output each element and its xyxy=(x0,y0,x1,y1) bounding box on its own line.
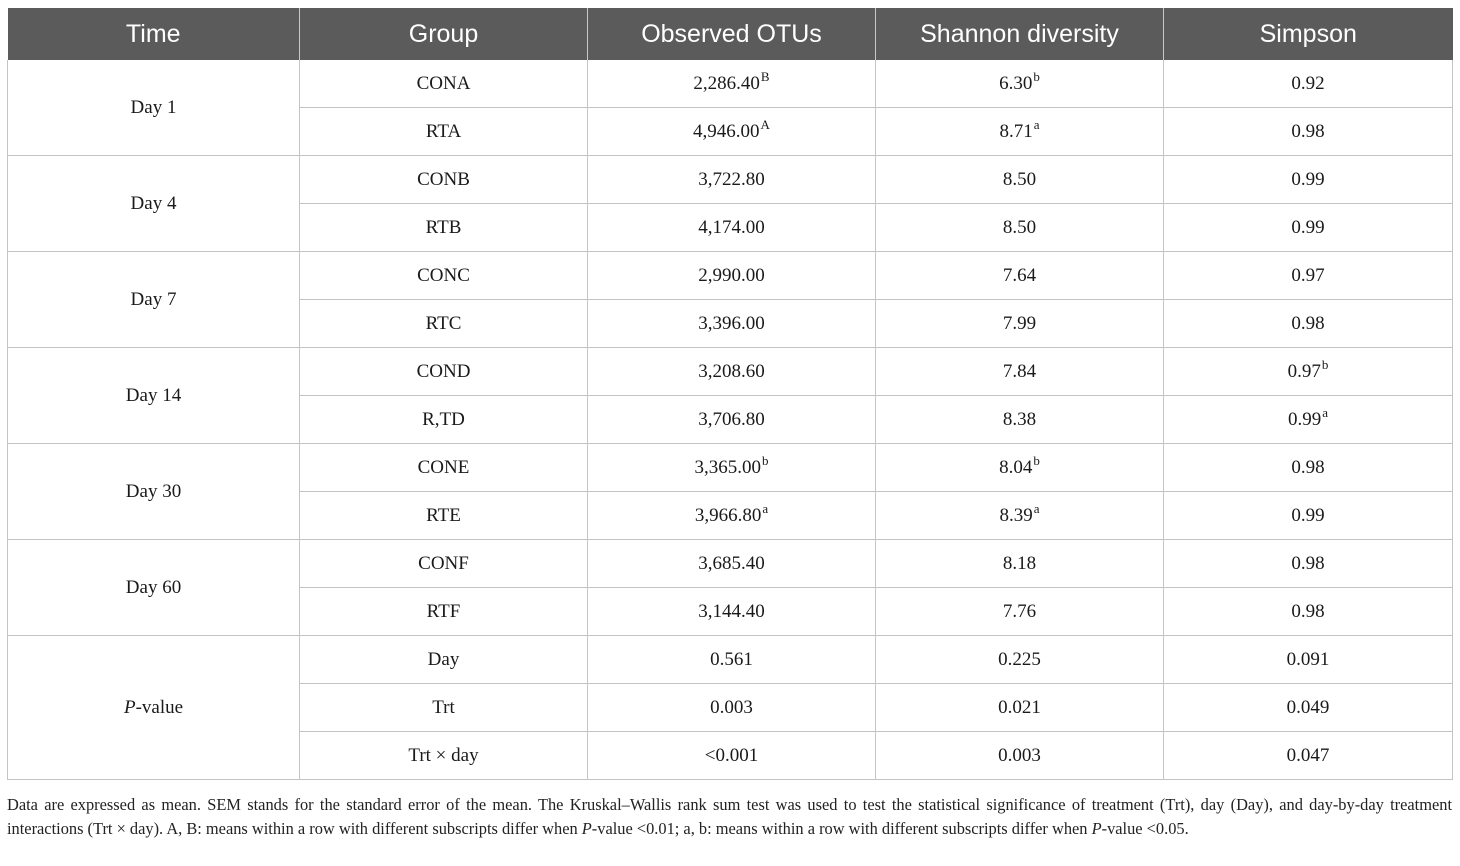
simpson-value: 0.97 xyxy=(1287,360,1321,382)
table-row xyxy=(8,540,1453,588)
simpson-cell: 0.99 xyxy=(1164,492,1453,540)
otus-value: 3,966.80 xyxy=(694,504,762,526)
shannon-cell xyxy=(876,444,1164,492)
table-footnote xyxy=(7,793,1452,841)
header-time: Time xyxy=(8,8,300,60)
otus-cell: 0.561 xyxy=(588,636,876,684)
otus-superscript: B xyxy=(760,68,770,84)
shannon-cell: 7.84 xyxy=(876,348,1164,396)
pvalue-label-italic: P xyxy=(123,696,136,718)
otus-superscript: b xyxy=(762,452,769,468)
group-cell: RTA xyxy=(300,108,588,156)
otus-superscript: a xyxy=(762,500,769,516)
simpson-cell: 0.98 xyxy=(1164,444,1453,492)
table-row xyxy=(8,156,1453,204)
footnote-p-2: P xyxy=(1091,819,1102,838)
otus-cell: 4,174.00 xyxy=(588,204,876,252)
table-row xyxy=(8,636,1453,684)
otus-cell xyxy=(588,108,876,156)
shannon-cell: 7.99 xyxy=(876,300,1164,348)
otus-superscript: A xyxy=(760,116,770,132)
group-cell: RTB xyxy=(300,204,588,252)
shannon-cell: 8.18 xyxy=(876,540,1164,588)
group-cell: RTC xyxy=(300,300,588,348)
simpson-value: 0.92 xyxy=(1291,72,1325,94)
footnote-text-2: -value <0.01; a, b: means within a row with different subscripts differ when xyxy=(591,819,1092,838)
otus-cell xyxy=(588,444,876,492)
otus-cell: 3,396.00 xyxy=(588,300,876,348)
shannon-cell: 0.003 xyxy=(876,732,1164,780)
otus-cell: 0.003 xyxy=(588,684,876,732)
header-simpson: Simpson xyxy=(1164,8,1453,60)
shannon-superscript: a xyxy=(1033,500,1040,516)
simpson-cell xyxy=(1164,60,1453,108)
shannon-cell: 0.225 xyxy=(876,636,1164,684)
table-row xyxy=(8,444,1453,492)
simpson-value: 0.98 xyxy=(1291,120,1325,142)
header-group: Group xyxy=(300,8,588,60)
otus-value: 3,365.00 xyxy=(694,456,761,478)
simpson-superscript: a xyxy=(1322,404,1329,420)
shannon-superscript: b xyxy=(1033,452,1040,468)
simpson-cell: 0.091 xyxy=(1164,636,1453,684)
simpson-cell: 0.99 xyxy=(1164,156,1453,204)
group-cell: COND xyxy=(300,348,588,396)
group-cell: R,TD xyxy=(300,396,588,444)
group-cell: CONF xyxy=(300,540,588,588)
group-cell: CONE xyxy=(300,444,588,492)
time-cell: Day 14 xyxy=(8,348,300,444)
otus-cell: 3,144.40 xyxy=(588,588,876,636)
otus-cell: 3,722.80 xyxy=(588,156,876,204)
time-cell: Day 1 xyxy=(8,60,300,156)
shannon-cell: 8.50 xyxy=(876,156,1164,204)
otus-cell xyxy=(588,492,876,540)
shannon-value: 8.39 xyxy=(999,504,1033,526)
shannon-cell xyxy=(876,492,1164,540)
otus-value: 2,286.40 xyxy=(693,72,760,94)
time-cell: Day 4 xyxy=(8,156,300,252)
shannon-cell xyxy=(876,60,1164,108)
table-row xyxy=(8,348,1453,396)
time-cell: Day 60 xyxy=(8,540,300,636)
otus-cell xyxy=(588,60,876,108)
simpson-cell: 0.049 xyxy=(1164,684,1453,732)
data-table-container xyxy=(7,8,1452,780)
footnote-text-3: -value <0.05. xyxy=(1101,819,1189,838)
table-row xyxy=(8,252,1453,300)
pvalue-label-cell xyxy=(8,636,300,780)
shannon-cell: 0.021 xyxy=(876,684,1164,732)
pvalue-label-rest: -value xyxy=(135,696,184,718)
simpson-cell: 0.98 xyxy=(1164,588,1453,636)
footnote-p-1: P xyxy=(581,819,592,838)
simpson-value: 0.99 xyxy=(1287,408,1322,430)
shannon-cell: 7.64 xyxy=(876,252,1164,300)
shannon-value: 6.30 xyxy=(999,72,1033,94)
group-cell: Trt × day xyxy=(300,732,588,780)
shannon-cell xyxy=(876,108,1164,156)
shannon-value: 8.71 xyxy=(999,120,1033,142)
header-row xyxy=(8,8,1453,60)
footnote-text-1: Data are expressed as mean. SEM stands for the standard error of the mean. The Kruskal–Wallis rank sum test was used to test the statistical significance of treatment (Trt), day (Day), and day-by-day treatment interactions (Trt × day). A, B: means within a row with different subscripts differ when xyxy=(7,795,1452,838)
shannon-cell: 8.38 xyxy=(876,396,1164,444)
group-cell: CONB xyxy=(300,156,588,204)
simpson-cell xyxy=(1164,348,1453,396)
time-cell: Day 30 xyxy=(8,444,300,540)
otus-cell: 3,208.60 xyxy=(588,348,876,396)
otus-value: 4,946.00 xyxy=(693,120,760,142)
simpson-cell: 0.99 xyxy=(1164,204,1453,252)
simpson-cell xyxy=(1164,396,1453,444)
shannon-value: 8.04 xyxy=(999,456,1033,478)
shannon-cell: 7.76 xyxy=(876,588,1164,636)
shannon-cell: 8.50 xyxy=(876,204,1164,252)
time-cell: Day 7 xyxy=(8,252,300,348)
alpha-diversity-table xyxy=(7,8,1453,780)
otus-cell: 2,990.00 xyxy=(588,252,876,300)
group-cell: RTE xyxy=(300,492,588,540)
otus-cell: 3,706.80 xyxy=(588,396,876,444)
header-observed-otus: Observed OTUs xyxy=(588,8,876,60)
header-shannon-diversity: Shannon diversity xyxy=(876,8,1164,60)
simpson-cell: 0.047 xyxy=(1164,732,1453,780)
group-cell: RTF xyxy=(300,588,588,636)
group-cell: CONC xyxy=(300,252,588,300)
simpson-cell: 0.98 xyxy=(1164,540,1453,588)
shannon-superscript: b xyxy=(1033,68,1040,84)
group-cell: CONA xyxy=(300,60,588,108)
otus-cell: 3,685.40 xyxy=(588,540,876,588)
shannon-superscript: a xyxy=(1033,116,1040,132)
simpson-cell: 0.98 xyxy=(1164,300,1453,348)
group-cell: Trt xyxy=(300,684,588,732)
group-cell: Day xyxy=(300,636,588,684)
otus-cell: <0.001 xyxy=(588,732,876,780)
table-row xyxy=(8,60,1453,108)
simpson-cell: 0.97 xyxy=(1164,252,1453,300)
simpson-cell xyxy=(1164,108,1453,156)
simpson-superscript: b xyxy=(1321,356,1329,372)
